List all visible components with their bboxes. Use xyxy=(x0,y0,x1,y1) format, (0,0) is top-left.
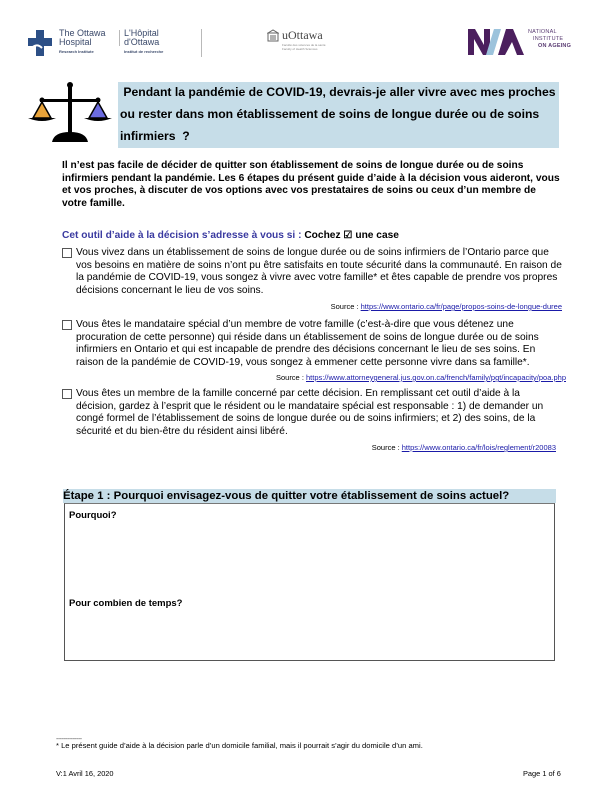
nia-line2: INSTITUTE xyxy=(533,36,564,42)
step1-form xyxy=(64,503,555,661)
nia-line1: NATIONAL xyxy=(528,29,557,35)
audience-heading-text: Cet outil d’aide à la décision s’adresse à vous si : xyxy=(62,230,305,241)
reason-input[interactable] xyxy=(67,524,551,594)
intro-paragraph: Il n’est pas facile de décider de quitter son établissement de soins de longue durée ou de soins infirmiers pendant la pandémie. Les 6 étapes du présent guide d’aide à la décision vous aideront, vous et vos proches, à discuter de vos options avec vos prestataires de soins ou ceux d’un membre de votre famille. xyxy=(62,160,560,209)
reason-label: Pourquoi? xyxy=(69,510,117,521)
title-line1: Pendant la pandémie de COVID-19, devrais-je aller vivre avec mes proches xyxy=(120,85,556,99)
nia-line3: ON AGEING xyxy=(538,43,572,49)
duration-label: Pour combien de temps? xyxy=(69,598,183,609)
balance-scale-icon xyxy=(26,80,114,144)
building-icon xyxy=(267,29,279,42)
hospital-sub-en: Research Institute xyxy=(59,49,94,54)
logo-divider xyxy=(119,30,120,46)
uottawa-sub-fr: Faculté des sciences de la santé xyxy=(282,43,326,47)
title-line2: ou rester dans mon établissement de soins de longue durée ou de soins xyxy=(120,107,540,121)
hospital-cross-icon xyxy=(28,30,52,56)
logo-divider xyxy=(201,29,202,57)
source-link[interactable]: https://www.ontario.ca/fr/page/propos-soins-de-longue-duree xyxy=(360,302,562,311)
option-checkbox[interactable] xyxy=(62,389,72,399)
footnote: * Le présent guide d’aide à la décision parle d’un domicile familial, mais il pourrait s’agir du domicile d’un ami. xyxy=(56,741,423,750)
uottawa-sub-en: Faculty of Health Sciences xyxy=(282,47,318,51)
source-label: Source : xyxy=(330,302,361,311)
audience-option xyxy=(62,388,562,455)
option-checkbox[interactable] xyxy=(62,320,72,330)
uottawa-name: uOttawa xyxy=(282,28,323,42)
option-source xyxy=(62,442,562,455)
page-number: Page 1 of 6 xyxy=(523,769,561,778)
hospital-name-fr-2: d'Ottawa xyxy=(124,37,160,47)
option-text: Vous vivez dans un établissement de soins de longue durée ou de soins infirmiers de l’Ontario parce que vos besoins en matière de soins n’ont pu être satisfaits en toute sécurité dans la communauté. En raison de la pandémie de COVID-19, vous songez à vivre avec votre famille* et êtes capable de prendre vos propres décisions concernant le lieu de vos soins. xyxy=(76,247,562,296)
step1-heading: Étape 1 : Pourquoi envisagez-vous de quitter votre établissement de soins actuel? xyxy=(63,489,556,503)
hospital-name-en-1: The Ottawa xyxy=(59,28,106,38)
audience-option xyxy=(62,247,562,314)
option-checkbox[interactable] xyxy=(62,248,72,258)
title-line3: infirmiers ? xyxy=(120,129,190,143)
source-label: Source : xyxy=(371,443,402,452)
footnote-rule: -------------- xyxy=(56,736,82,743)
source-link[interactable]: https://www.ontario.ca/fr/lois/reglement/r20083 xyxy=(401,443,556,452)
option-source xyxy=(276,372,566,385)
nia-mark-icon xyxy=(468,28,526,56)
audience-option xyxy=(62,319,566,382)
source-label: Source : xyxy=(275,373,306,382)
audience-heading xyxy=(62,230,399,241)
option-source xyxy=(62,301,562,314)
hospital-sub-fr: Institut de recherche xyxy=(124,49,164,54)
hospital-name-en-2: Hospital xyxy=(59,37,92,47)
audience-instruction: Cochez ☑ une case xyxy=(304,230,399,241)
source-link[interactable]: https://www.attorneygeneral.jus.gov.on.ca/french/family/pgt/incapacity/poa.php xyxy=(305,373,566,382)
hospital-name-fr-1: L'Hôpital xyxy=(124,28,159,38)
option-text: Vous êtes un membre de la famille concerné par cette décision. En remplissant cet outil d’aide à la décision, gardez à l’esprit que le résident ou le mandataire spécial est responsable : 1) de demander un congé formel de l’établissement de soins de longue durée ou de soins infirmiers; et 2) des soins, de la sécurité et du bien-être du résident ainsi libéré. xyxy=(76,388,544,437)
duration-input[interactable] xyxy=(67,612,551,657)
title-banner xyxy=(118,82,559,148)
ottawa-hospital-logo xyxy=(28,28,208,58)
version-date: V:1 Avril 16, 2020 xyxy=(56,769,114,778)
option-text: Vous êtes le mandataire spécial d’un membre de votre famille (c’est-à-dire que vous détenez une procuration de cette personne) qui réside dans un établissement de soins de longue durée ou de soins infirmiers en Ontario et qui est incapable de prendre des décisions concernant le lieu de ses soins. En raison de la pandémie de COVID-19, vous songez à emmener cette personne vivre dans sa famille*. xyxy=(76,319,539,368)
